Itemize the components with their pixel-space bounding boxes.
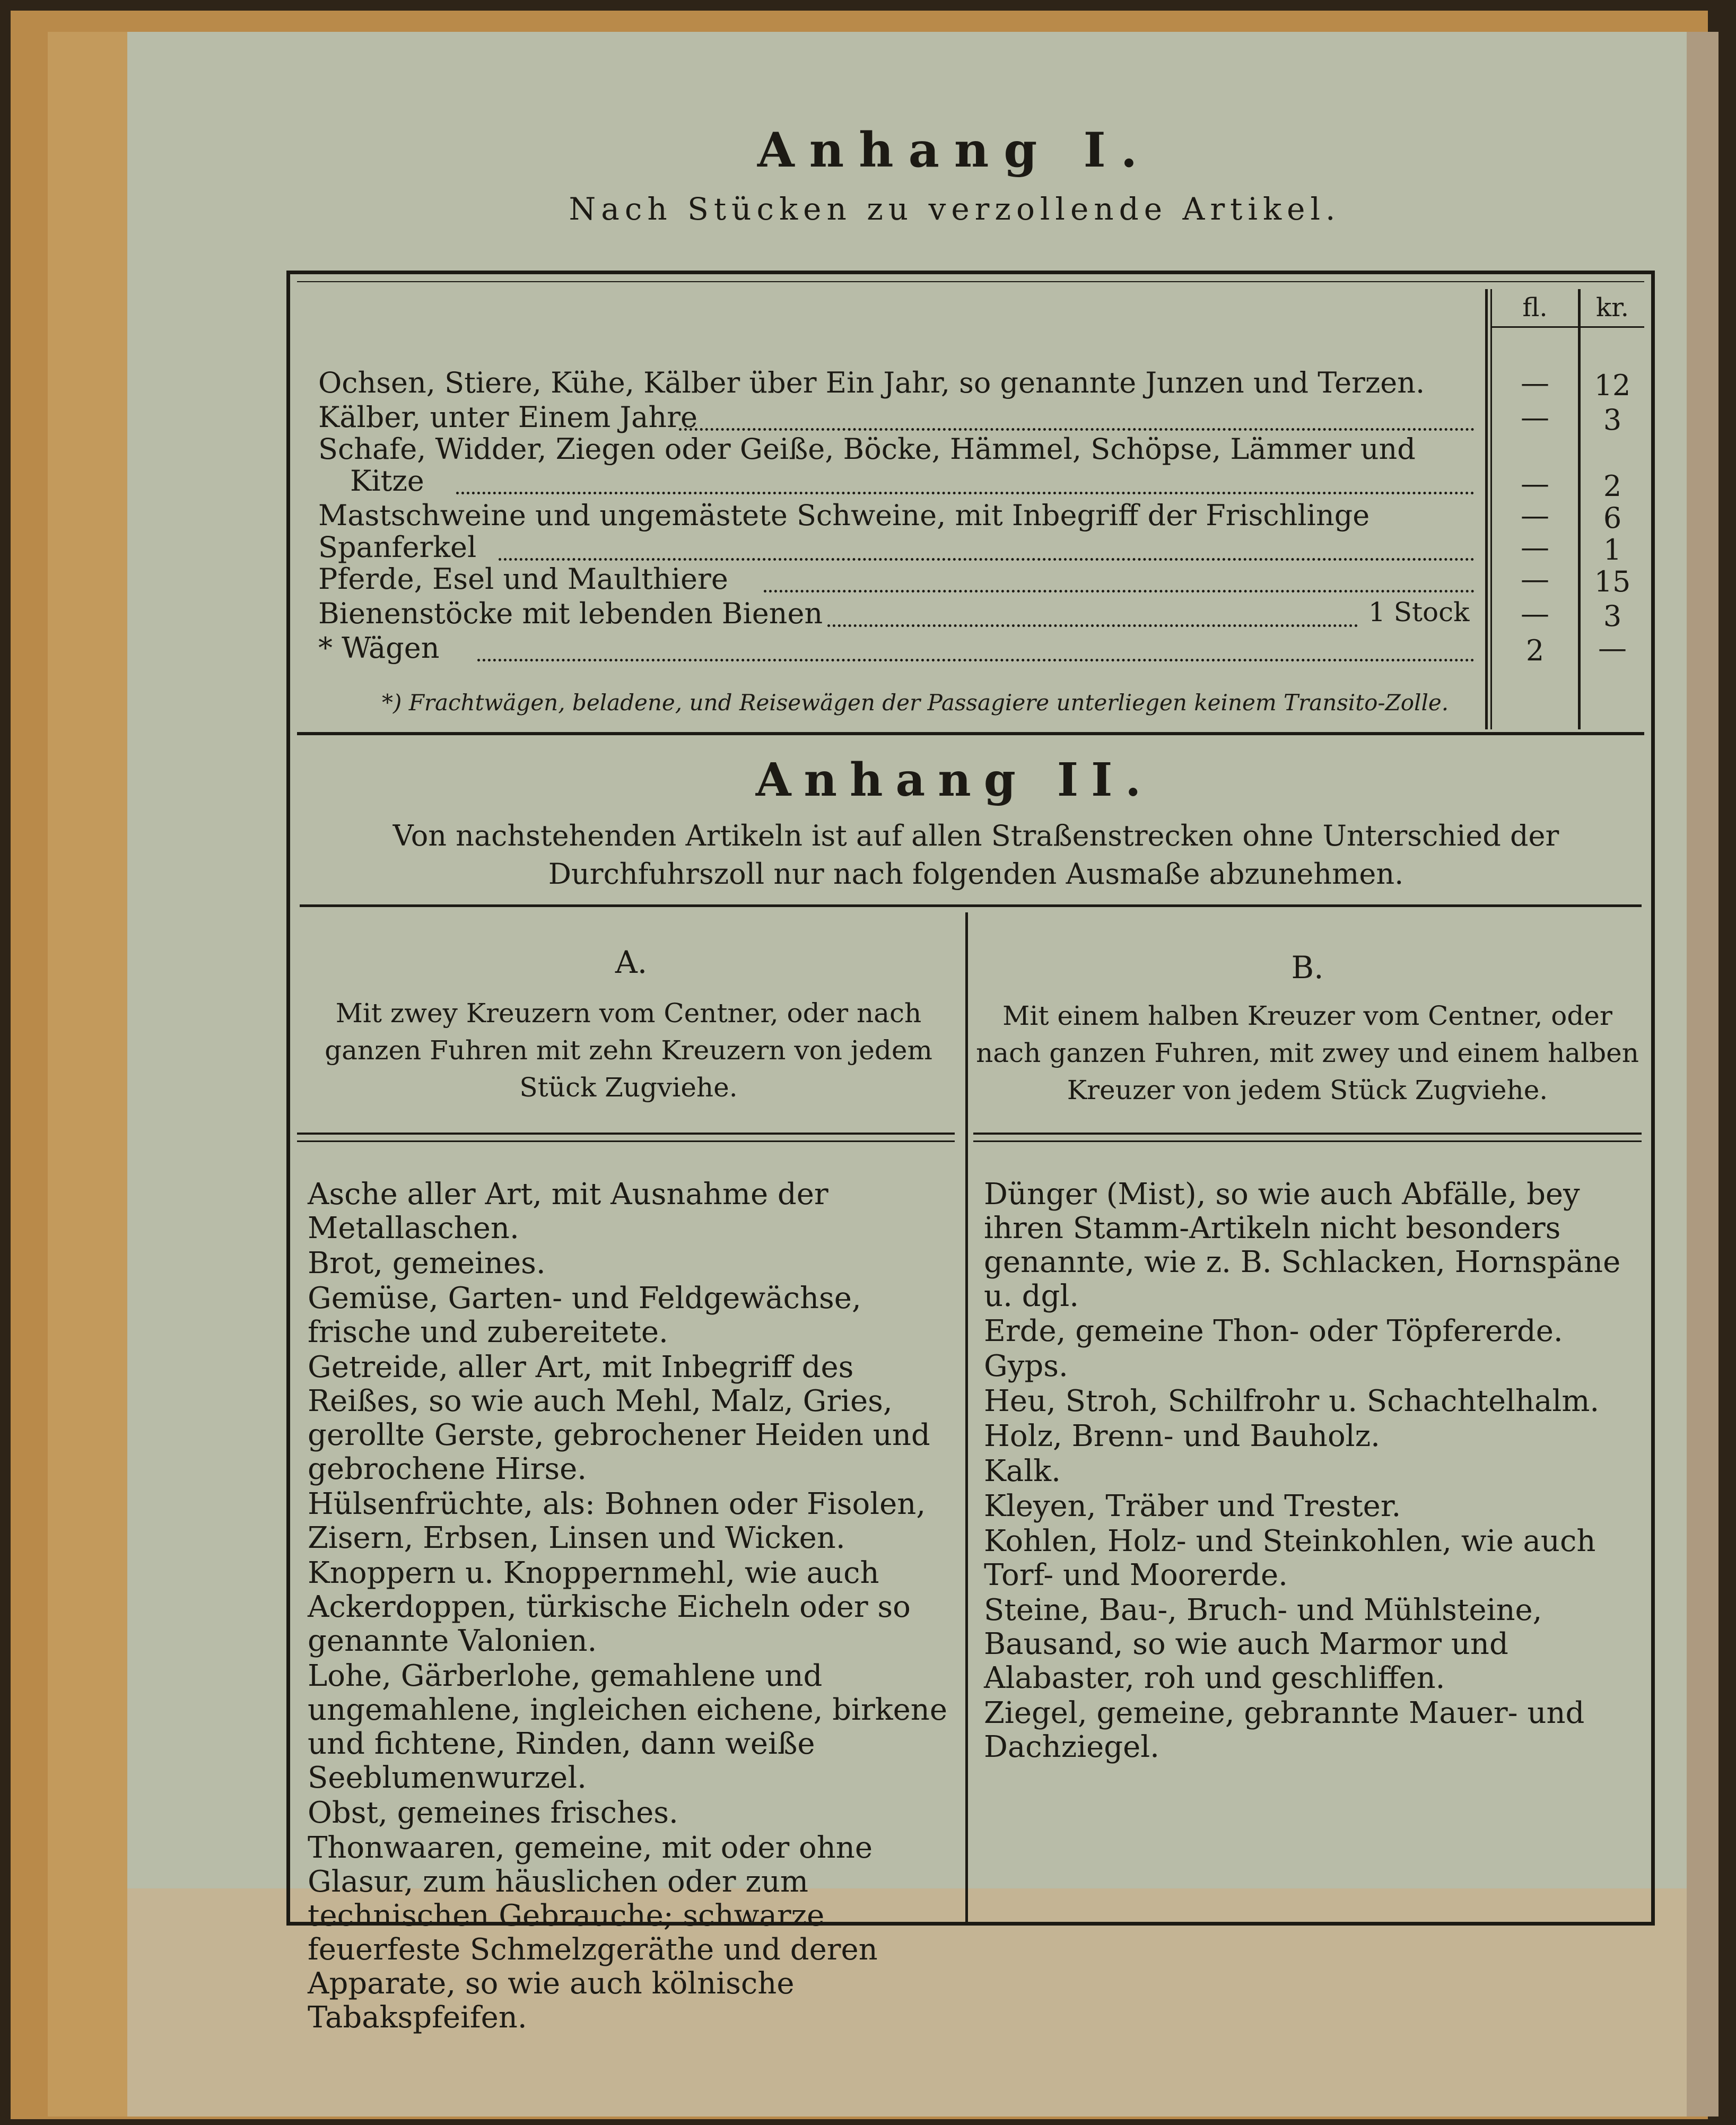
table-row xyxy=(318,499,1475,532)
dot-leader xyxy=(477,659,1475,661)
table-vline-1 xyxy=(1485,289,1488,729)
row-kr: 3 xyxy=(1603,403,1622,437)
anhang1-table xyxy=(297,289,1644,729)
table-row xyxy=(318,366,1475,399)
list-item: Lohe, Gärberlohe, gemahlene und ungemahlene, ingleichen eichene, birkene und fichtene, Rinden, dann weiße Seeblumenwurzel. xyxy=(308,1659,947,1795)
list-item: Steine, Bau-, Bruch- und Mühlsteine, Bausand, so wie auch Marmor und Alabaster, roh und geschliffen. xyxy=(984,1593,1542,1695)
list-item: Holz, Brenn- und Bauholz. xyxy=(984,1419,1380,1453)
row-fl: 2 xyxy=(1525,634,1545,667)
col-fl-header: fl. xyxy=(1522,293,1548,323)
section-rule xyxy=(297,732,1644,735)
row-fl: — xyxy=(1521,499,1549,532)
anhang1-footnote: *) Frachtwägen, beladene, und Reisewägen der Passagiere unterliegen keinem Transito-Zolle. xyxy=(382,690,1449,716)
dot-leader xyxy=(827,624,1358,627)
list-item: Knoppern u. Knoppernmehl, wie auch Ackerdoppen, türkische Eicheln oder so genannte Valonien. xyxy=(308,1556,911,1658)
row-kr: 6 xyxy=(1603,501,1622,535)
list-item: Brot, gemeines. xyxy=(308,1246,546,1281)
row-text: * Wägen xyxy=(318,631,440,665)
row-text: Kitze xyxy=(350,464,424,498)
row-kr: 2 xyxy=(1603,469,1622,503)
anhang1-title: Anhang I. xyxy=(757,122,1153,178)
row-text: Spanferkel xyxy=(318,530,477,564)
row-text: Kälber, unter Einem Jahre xyxy=(318,400,697,434)
row-text: Bienenstöcke mit lebenden Bienen xyxy=(318,597,823,630)
col-b-list xyxy=(984,1178,1642,1765)
list-item: Erde, gemeine Thon- oder Töpfererde. xyxy=(984,1314,1563,1348)
table-header-rule xyxy=(1492,326,1644,328)
list-item: Gyps. xyxy=(984,1349,1068,1383)
dot-leader xyxy=(499,558,1475,561)
row-kr: 1 xyxy=(1603,533,1622,567)
dot-leader xyxy=(456,492,1475,494)
list-item: Kohlen, Holz- und Steinkohlen, wie auch Torf- und Moorerde. xyxy=(984,1524,1596,1592)
anhang2-title: Anhang II. xyxy=(755,753,1154,807)
row-kr: 12 xyxy=(1594,369,1631,402)
row-text: Schafe, Widder, Ziegen oder Geiße, Böcke, Hämmel, Schöpse, Lämmer und xyxy=(318,432,1416,466)
list-item: Gemüse, Garten- und Feldgewächse, frische und zubereitete. xyxy=(308,1281,861,1349)
row-text: Pferde, Esel und Maulthiere xyxy=(318,562,728,596)
row-text: Ochsen, Stiere, Kühe, Kälber über Ein Jahr, so genannte Junzen und Terzen. xyxy=(318,366,1425,399)
list-item: Ziegel, gemeine, gebrannte Mauer- und Dachziegel. xyxy=(984,1696,1585,1764)
list-item: Dünger (Mist), so wie auch Abfälle, bey ihren Stamm-Artikeln nicht besonders genannte, wie z. B. Schlacken, Hornspäne u. dgl. xyxy=(984,1177,1621,1313)
list-item: Kalk. xyxy=(984,1454,1061,1488)
list-item: Kleyen, Träber und Trester. xyxy=(984,1489,1401,1523)
row-fl: — xyxy=(1521,400,1549,434)
col-a-rule xyxy=(297,1133,955,1135)
anhang1-subtitle: Nach Stücken zu verzollende Artikel. xyxy=(569,191,1341,227)
row-kr: 3 xyxy=(1603,599,1622,633)
frame-inner-rule xyxy=(297,281,1644,282)
list-item: Thonwaaren, gemeine, mit oder ohne Glasur, zum häuslichen oder zum technischen Gebrauche; schwarze feuerfeste Schmelzgeräthe und deren Apparate, so wie auch kölnische Tabakspfeifen. xyxy=(308,1831,878,2035)
col-b-label: B. xyxy=(1291,950,1324,986)
anhang2-rule xyxy=(300,904,1642,907)
row-fl: — xyxy=(1521,530,1549,564)
col-a-list xyxy=(308,1178,955,2036)
anhang2-subtitle: Von nachstehenden Artikeln ist auf allen Straßenstrecken ohne Unterschied der Durchfuhrszoll nur nach folgenden Ausmaße abzunehmen. xyxy=(392,819,1559,891)
dot-leader xyxy=(764,590,1475,593)
row-fl: — xyxy=(1521,366,1549,399)
list-item: Heu, Stroh, Schilfrohr u. Schachtelhalm. xyxy=(984,1384,1600,1418)
list-item: Obst, gemeines frisches. xyxy=(308,1796,678,1830)
list-item: Getreide, aller Art, mit Inbegriff des Reißes, so wie auch Mehl, Malz, Gries, gerollte Gerste, gebrochener Heiden und gebrochene Hirse. xyxy=(308,1350,930,1486)
row-text: Mastschweine und ungemästete Schweine, mit Inbegriff der Frischlinge xyxy=(318,499,1370,532)
col-b-description: Mit einem halben Kreuzer vom Centner, oder nach ganzen Fuhren, mit zwey und einem halben Kreuzer von jedem Stück Zugviehe. xyxy=(976,1000,1639,1105)
col-b-rule-2 xyxy=(973,1140,1642,1142)
col-b-rule xyxy=(973,1133,1642,1135)
col-kr-header: kr. xyxy=(1595,293,1629,323)
page-stain-left xyxy=(48,32,127,2117)
row-unit: 1 Stock xyxy=(1368,597,1470,628)
row-kr: — xyxy=(1598,631,1627,665)
row-fl: — xyxy=(1521,562,1549,596)
table-row xyxy=(318,432,1475,466)
col-a-rule-2 xyxy=(297,1140,955,1142)
dot-leader xyxy=(679,428,1475,431)
list-item: Hülsenfrüchte, als: Bohnen oder Fisolen, Zisern, Erbsen, Linsen und Wicken. xyxy=(308,1487,926,1555)
adjacent-page-edge xyxy=(1687,32,1718,2117)
list-item: Asche aller Art, mit Ausnahme der Metallaschen. xyxy=(308,1177,828,1246)
col-a-label: A. xyxy=(615,944,648,980)
row-kr: 15 xyxy=(1594,565,1631,598)
row-fl: — xyxy=(1521,597,1549,630)
col-a-description: Mit zwey Kreuzern vom Centner, oder nach ganzen Fuhren mit zehn Kreuzern von jedem Stück Zugviehe. xyxy=(325,998,932,1103)
column-divider xyxy=(965,912,968,1926)
row-fl: — xyxy=(1521,467,1549,500)
